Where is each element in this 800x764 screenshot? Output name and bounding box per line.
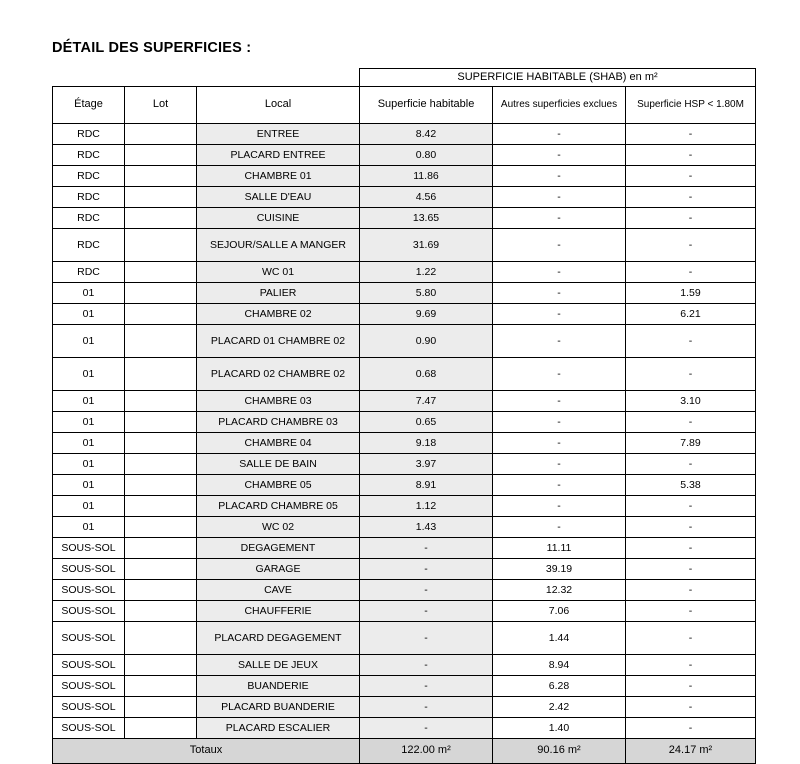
table-row: [53, 621, 756, 654]
table-group-header-row: [53, 69, 756, 87]
cell-autres-superficies: -: [493, 411, 626, 432]
cell-superficie-habitable: 9.18: [360, 432, 493, 453]
table-row: [53, 411, 756, 432]
table-row: [53, 390, 756, 411]
column-header-autres-superficies-exclues: Autres superficies exclues: [493, 86, 626, 123]
table-body: [53, 123, 756, 763]
cell-lot: [125, 186, 197, 207]
cell-superficie-hsp: -: [626, 717, 756, 738]
cell-autres-superficies: -: [493, 432, 626, 453]
cell-etage: SOUS-SOL: [53, 675, 125, 696]
table-row: [53, 261, 756, 282]
cell-autres-superficies: 12.32: [493, 579, 626, 600]
cell-autres-superficies: -: [493, 123, 626, 144]
cell-local: PLACARD ENTREE: [197, 144, 360, 165]
cell-etage: 01: [53, 411, 125, 432]
table-row: [53, 165, 756, 186]
cell-autres-superficies: -: [493, 228, 626, 261]
cell-autres-superficies: -: [493, 261, 626, 282]
cell-etage: 01: [53, 453, 125, 474]
cell-lot: [125, 411, 197, 432]
cell-superficie-hsp: -: [626, 537, 756, 558]
cell-local: CHAMBRE 03: [197, 390, 360, 411]
cell-superficie-habitable: 13.65: [360, 207, 493, 228]
cell-lot: [125, 432, 197, 453]
cell-autres-superficies: 7.06: [493, 600, 626, 621]
cell-etage: SOUS-SOL: [53, 696, 125, 717]
cell-autres-superficies: -: [493, 144, 626, 165]
cell-lot: [125, 654, 197, 675]
cell-etage: RDC: [53, 207, 125, 228]
table-row: [53, 717, 756, 738]
cell-etage: SOUS-SOL: [53, 654, 125, 675]
cell-autres-superficies: 1.40: [493, 717, 626, 738]
cell-etage: 01: [53, 432, 125, 453]
cell-lot: [125, 516, 197, 537]
cell-superficie-hsp: -: [626, 165, 756, 186]
table-row: [53, 654, 756, 675]
cell-etage: 01: [53, 303, 125, 324]
cell-superficie-hsp: -: [626, 123, 756, 144]
cell-superficie-hsp: -: [626, 558, 756, 579]
cell-lot: [125, 144, 197, 165]
cell-superficie-hsp: -: [626, 144, 756, 165]
table-row: [53, 600, 756, 621]
cell-autres-superficies: -: [493, 303, 626, 324]
table-row: [53, 537, 756, 558]
table-row: [53, 432, 756, 453]
cell-local: PLACARD CHAMBRE 05: [197, 495, 360, 516]
cell-etage: RDC: [53, 228, 125, 261]
cell-etage: 01: [53, 516, 125, 537]
cell-autres-superficies: -: [493, 357, 626, 390]
group-header-shab: SUPERFICIE HABITABLE (SHAB) en m²: [360, 69, 756, 87]
table-row: [53, 453, 756, 474]
cell-superficie-hsp: -: [626, 675, 756, 696]
cell-autres-superficies: -: [493, 390, 626, 411]
cell-etage: 01: [53, 282, 125, 303]
cell-etage: RDC: [53, 186, 125, 207]
cell-local: CUISINE: [197, 207, 360, 228]
cell-superficie-hsp: -: [626, 324, 756, 357]
cell-local: PLACARD 02 CHAMBRE 02: [197, 357, 360, 390]
cell-lot: [125, 453, 197, 474]
totals-row: [53, 738, 756, 763]
cell-superficie-habitable: 0.80: [360, 144, 493, 165]
table-row: [53, 123, 756, 144]
cell-lot: [125, 123, 197, 144]
table-row: [53, 144, 756, 165]
cell-lot: [125, 579, 197, 600]
cell-lot: [125, 165, 197, 186]
cell-local: CAVE: [197, 579, 360, 600]
cell-autres-superficies: 8.94: [493, 654, 626, 675]
cell-lot: [125, 324, 197, 357]
cell-local: WC 01: [197, 261, 360, 282]
cell-superficie-habitable: 8.91: [360, 474, 493, 495]
cell-etage: SOUS-SOL: [53, 558, 125, 579]
cell-superficie-hsp: -: [626, 579, 756, 600]
column-header-etage: Étage: [53, 86, 125, 123]
cell-autres-superficies: -: [493, 207, 626, 228]
cell-superficie-habitable: 0.90: [360, 324, 493, 357]
cell-superficie-habitable: -: [360, 558, 493, 579]
cell-superficie-hsp: -: [626, 357, 756, 390]
cell-autres-superficies: -: [493, 495, 626, 516]
cell-autres-superficies: -: [493, 165, 626, 186]
cell-etage: SOUS-SOL: [53, 537, 125, 558]
cell-superficie-habitable: 5.80: [360, 282, 493, 303]
cell-superficie-hsp: -: [626, 228, 756, 261]
cell-superficie-hsp: 3.10: [626, 390, 756, 411]
cell-etage: RDC: [53, 144, 125, 165]
cell-superficie-habitable: -: [360, 579, 493, 600]
cell-superficie-habitable: -: [360, 600, 493, 621]
totals-superficie-habitable: 122.00 m²: [360, 738, 493, 763]
cell-etage: 01: [53, 357, 125, 390]
cell-lot: [125, 282, 197, 303]
table-row: [53, 186, 756, 207]
cell-superficie-habitable: 0.65: [360, 411, 493, 432]
cell-lot: [125, 228, 197, 261]
cell-superficie-hsp: -: [626, 411, 756, 432]
cell-autres-superficies: -: [493, 474, 626, 495]
cell-superficie-habitable: 4.56: [360, 186, 493, 207]
cell-lot: [125, 390, 197, 411]
cell-autres-superficies: 2.42: [493, 696, 626, 717]
cell-superficie-habitable: -: [360, 537, 493, 558]
cell-superficie-habitable: 1.43: [360, 516, 493, 537]
cell-local: CHAMBRE 04: [197, 432, 360, 453]
cell-superficie-hsp: -: [626, 261, 756, 282]
cell-superficie-hsp: 5.38: [626, 474, 756, 495]
cell-autres-superficies: -: [493, 516, 626, 537]
cell-etage: 01: [53, 324, 125, 357]
cell-local: PLACARD CHAMBRE 03: [197, 411, 360, 432]
cell-lot: [125, 357, 197, 390]
cell-superficie-habitable: -: [360, 696, 493, 717]
cell-superficie-habitable: -: [360, 654, 493, 675]
cell-lot: [125, 600, 197, 621]
superficies-table: [52, 68, 756, 764]
cell-superficie-hsp: -: [626, 654, 756, 675]
cell-local: SALLE DE JEUX: [197, 654, 360, 675]
cell-superficie-habitable: 1.12: [360, 495, 493, 516]
table-row: [53, 282, 756, 303]
cell-lot: [125, 675, 197, 696]
table-column-header-row: [53, 86, 756, 123]
totals-superficie-hsp: 24.17 m²: [626, 738, 756, 763]
table-row: [53, 516, 756, 537]
cell-local: CHAUFFERIE: [197, 600, 360, 621]
cell-etage: SOUS-SOL: [53, 579, 125, 600]
cell-etage: 01: [53, 495, 125, 516]
cell-lot: [125, 207, 197, 228]
spacer-cell-etage: [53, 69, 125, 87]
cell-superficie-habitable: 11.86: [360, 165, 493, 186]
cell-lot: [125, 474, 197, 495]
cell-superficie-hsp: -: [626, 696, 756, 717]
cell-etage: RDC: [53, 165, 125, 186]
cell-autres-superficies: 11.11: [493, 537, 626, 558]
cell-lot: [125, 537, 197, 558]
cell-autres-superficies: 39.19: [493, 558, 626, 579]
totals-autres-superficies: 90.16 m²: [493, 738, 626, 763]
cell-etage: SOUS-SOL: [53, 717, 125, 738]
table-row: [53, 579, 756, 600]
cell-local: CHAMBRE 01: [197, 165, 360, 186]
cell-superficie-hsp: 6.21: [626, 303, 756, 324]
column-header-superficie-hsp: Superficie HSP < 1.80M: [626, 86, 756, 123]
cell-autres-superficies: -: [493, 453, 626, 474]
cell-superficie-habitable: -: [360, 717, 493, 738]
cell-autres-superficies: -: [493, 324, 626, 357]
cell-etage: 01: [53, 390, 125, 411]
table-row: [53, 303, 756, 324]
cell-lot: [125, 717, 197, 738]
cell-etage: RDC: [53, 261, 125, 282]
cell-superficie-habitable: 8.42: [360, 123, 493, 144]
page-title: DÉTAIL DES SUPERFICIES :: [52, 40, 252, 56]
cell-etage: RDC: [53, 123, 125, 144]
column-header-local: Local: [197, 86, 360, 123]
spacer-cell-local: [197, 69, 360, 87]
table-row: [53, 207, 756, 228]
table-row: [53, 228, 756, 261]
spacer-cell-lot: [125, 69, 197, 87]
cell-superficie-hsp: -: [626, 621, 756, 654]
cell-local: PLACARD BUANDERIE: [197, 696, 360, 717]
cell-local: CHAMBRE 02: [197, 303, 360, 324]
cell-local: GARAGE: [197, 558, 360, 579]
cell-local: PLACARD 01 CHAMBRE 02: [197, 324, 360, 357]
cell-autres-superficies: 6.28: [493, 675, 626, 696]
cell-superficie-habitable: 1.22: [360, 261, 493, 282]
column-header-superficie-habitable: Superficie habitable: [360, 86, 493, 123]
cell-superficie-hsp: 1.59: [626, 282, 756, 303]
table-row: [53, 357, 756, 390]
cell-superficie-hsp: -: [626, 495, 756, 516]
cell-local: WC 02: [197, 516, 360, 537]
cell-lot: [125, 495, 197, 516]
table-header: [53, 69, 756, 124]
cell-superficie-habitable: 7.47: [360, 390, 493, 411]
table-row: [53, 696, 756, 717]
cell-local: ENTREE: [197, 123, 360, 144]
cell-lot: [125, 261, 197, 282]
cell-local: PALIER: [197, 282, 360, 303]
cell-local: CHAMBRE 05: [197, 474, 360, 495]
cell-lot: [125, 558, 197, 579]
cell-local: DEGAGEMENT: [197, 537, 360, 558]
column-header-lot: Lot: [125, 86, 197, 123]
cell-autres-superficies: 1.44: [493, 621, 626, 654]
cell-etage: SOUS-SOL: [53, 600, 125, 621]
cell-autres-superficies: -: [493, 282, 626, 303]
cell-superficie-hsp: -: [626, 453, 756, 474]
cell-local: SALLE DE BAIN: [197, 453, 360, 474]
cell-superficie-habitable: -: [360, 675, 493, 696]
cell-superficie-habitable: 3.97: [360, 453, 493, 474]
cell-local: SALLE D'EAU: [197, 186, 360, 207]
table-row: [53, 495, 756, 516]
table-row: [53, 558, 756, 579]
cell-superficie-habitable: 0.68: [360, 357, 493, 390]
cell-lot: [125, 696, 197, 717]
cell-superficie-hsp: -: [626, 516, 756, 537]
cell-lot: [125, 303, 197, 324]
cell-etage: 01: [53, 474, 125, 495]
cell-lot: [125, 621, 197, 654]
cell-superficie-habitable: -: [360, 621, 493, 654]
table-row: [53, 324, 756, 357]
cell-superficie-hsp: -: [626, 207, 756, 228]
totals-label: Totaux: [53, 738, 360, 763]
cell-local: PLACARD ESCALIER: [197, 717, 360, 738]
table-row: [53, 474, 756, 495]
cell-local: BUANDERIE: [197, 675, 360, 696]
cell-autres-superficies: -: [493, 186, 626, 207]
cell-superficie-habitable: 31.69: [360, 228, 493, 261]
cell-local: SEJOUR/SALLE A MANGER: [197, 228, 360, 261]
cell-superficie-hsp: 7.89: [626, 432, 756, 453]
cell-superficie-habitable: 9.69: [360, 303, 493, 324]
cell-local: PLACARD DEGAGEMENT: [197, 621, 360, 654]
cell-superficie-hsp: -: [626, 186, 756, 207]
cell-etage: SOUS-SOL: [53, 621, 125, 654]
cell-superficie-hsp: -: [626, 600, 756, 621]
table-row: [53, 675, 756, 696]
